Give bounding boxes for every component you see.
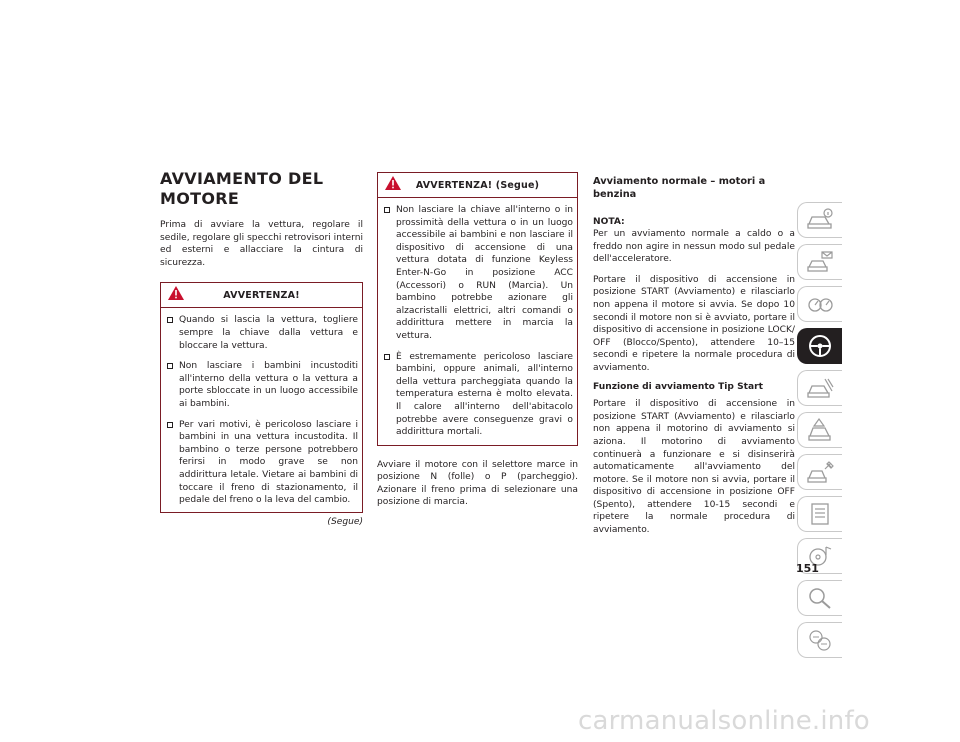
warning-triangle-icon — [385, 176, 401, 190]
note-label: NOTA: — [593, 217, 625, 227]
warning-body — [161, 308, 362, 511]
warning-header — [378, 173, 577, 198]
warning-item: È estremamente pericoloso lasciare bambini, oppure animali, all'interno della vettura parcheggiata quando la temperatura esterna è molto elevata. Il calore all'interno dell'abitacolo potrebbe avere conseguenze gravi o addirittura mortali. — [384, 351, 573, 439]
car-info-icon — [805, 207, 835, 233]
warning-title: AVVERTENZA! (Segue) — [415, 180, 540, 191]
tab-specifications[interactable] — [797, 496, 842, 532]
column-middle — [377, 172, 578, 509]
section-heading: AVVIAMENTO DEL MOTORE — [160, 169, 324, 208]
tab-languages[interactable] — [797, 622, 842, 658]
car-emergency-icon — [805, 417, 835, 443]
dashboard-gauges-icon — [805, 291, 835, 317]
warning-triangle-icon — [168, 286, 184, 300]
warning-item: Quando si lascia la vettura, togliere sempre la chiave dalla vettura e bloccare la vettura. — [167, 314, 358, 352]
tab-index[interactable] — [797, 580, 842, 616]
warning-body — [378, 198, 577, 445]
steering-wheel-icon — [805, 333, 835, 359]
intro-paragraph: Prima di avviare la vettura, regolare il sedile, regolare gli specchi retrovisori interni ed esterni e allacciare la cintura di sicurezza. — [160, 220, 363, 268]
tab-car-info[interactable] — [797, 202, 842, 238]
tab-dashboard[interactable] — [797, 286, 842, 322]
continued-label: (Segue) — [327, 516, 363, 527]
tab-car-signals[interactable] — [797, 244, 842, 280]
warning-box — [160, 282, 363, 512]
checkbox-bullet-icon — [167, 363, 173, 369]
tab-safety[interactable] — [797, 370, 842, 406]
page-number: 151 — [796, 562, 819, 575]
car-safety-icon — [805, 375, 835, 401]
warning-title: AVVERTENZA! — [223, 290, 300, 302]
chapter-tabs — [797, 202, 842, 664]
languages-icon — [805, 627, 835, 653]
checkbox-bullet-icon — [384, 354, 390, 360]
tip-start-heading: Funzione di avviamento Tip Start — [593, 381, 763, 392]
watermark: carmanualsonline.info — [578, 706, 870, 736]
warning-item: Non lasciare la chiave all'interno o in prossimità della vettura o in un luogo accessibile ai bambini e non lasciare il dispositivo di accensione di una vettura dotata di funzione Keyless Enter-N-Go in posizione ACC (Accessori) o RUN (Marcia). Un bambino potrebbe azionare gli alzacristalli elettrici, altri comandi o addirittura mettere in marcia la vettura. — [384, 204, 573, 343]
tip-start-paragraph: Portare il dispositivo di accensione in posizione START (Avviamento) e rilasciarlo non appena il motorino di avviamento si aziona. Il motorino di avviamento continuerà a funzionare e si disinserirà automaticamente all'avviamento del motore. Se il motore non si avvia, portare il dispositivo di accensione in posizione OFF (Spento), attendere 10-15 secondi e ripetere la normale procedura di avviamento. — [593, 399, 795, 536]
spec-list-icon — [805, 501, 835, 527]
car-service-icon — [805, 459, 835, 485]
column-right — [593, 165, 795, 537]
warning-header — [161, 283, 362, 308]
tab-service[interactable] — [797, 454, 842, 490]
column-left — [160, 165, 363, 527]
tab-starting-driving[interactable] — [797, 328, 842, 364]
note-text: Per un avviamento normale a caldo o a freddo non agire in nessun modo sul pedale dell'acceleratore. — [593, 229, 795, 265]
checkbox-bullet-icon — [167, 317, 173, 323]
normal-start-paragraph: Portare il dispositivo di accensione in posizione START (Avviamento) e rilasciarlo non appena il motore si avvia. Se dopo 10 secondi il motore non si è avviato, portare il dispositivo di accensione in posizione LOCK/ OFF (Blocco/Spento), attendere 10–15 secondi e ripetere la normale procedura di avviamento. — [593, 274, 795, 373]
warning-item: Non lasciare i bambini incustoditi all'interno della vettura o la vettura a porte sbloccate in un luogo accessibile ai bambini. — [167, 360, 358, 410]
checkbox-bullet-icon — [384, 207, 390, 213]
checkbox-bullet-icon — [167, 422, 173, 428]
tab-emergency[interactable] — [797, 412, 842, 448]
start-paragraph: Avviare il motore con il selettore marce in posizione N (folle) o P (parcheggio). Azionare il freno prima di selezionare una posizione di marcia. — [377, 459, 578, 508]
car-signals-icon — [805, 249, 835, 275]
search-index-icon — [805, 585, 835, 611]
warning-item: Per vari motivi, è pericoloso lasciare i bambini in una vettura incustodita. Il bambino o terze persone potrebbero ferirsi in modo grave se non addirittura letale. Vietare ai bambini di toccare il freno di stazionamento, il pedale del freno o la leva del cambio. — [167, 419, 358, 507]
warning-box-continued — [377, 172, 578, 446]
subsection-heading: Avviamento normale – motori a benzina — [593, 176, 766, 200]
